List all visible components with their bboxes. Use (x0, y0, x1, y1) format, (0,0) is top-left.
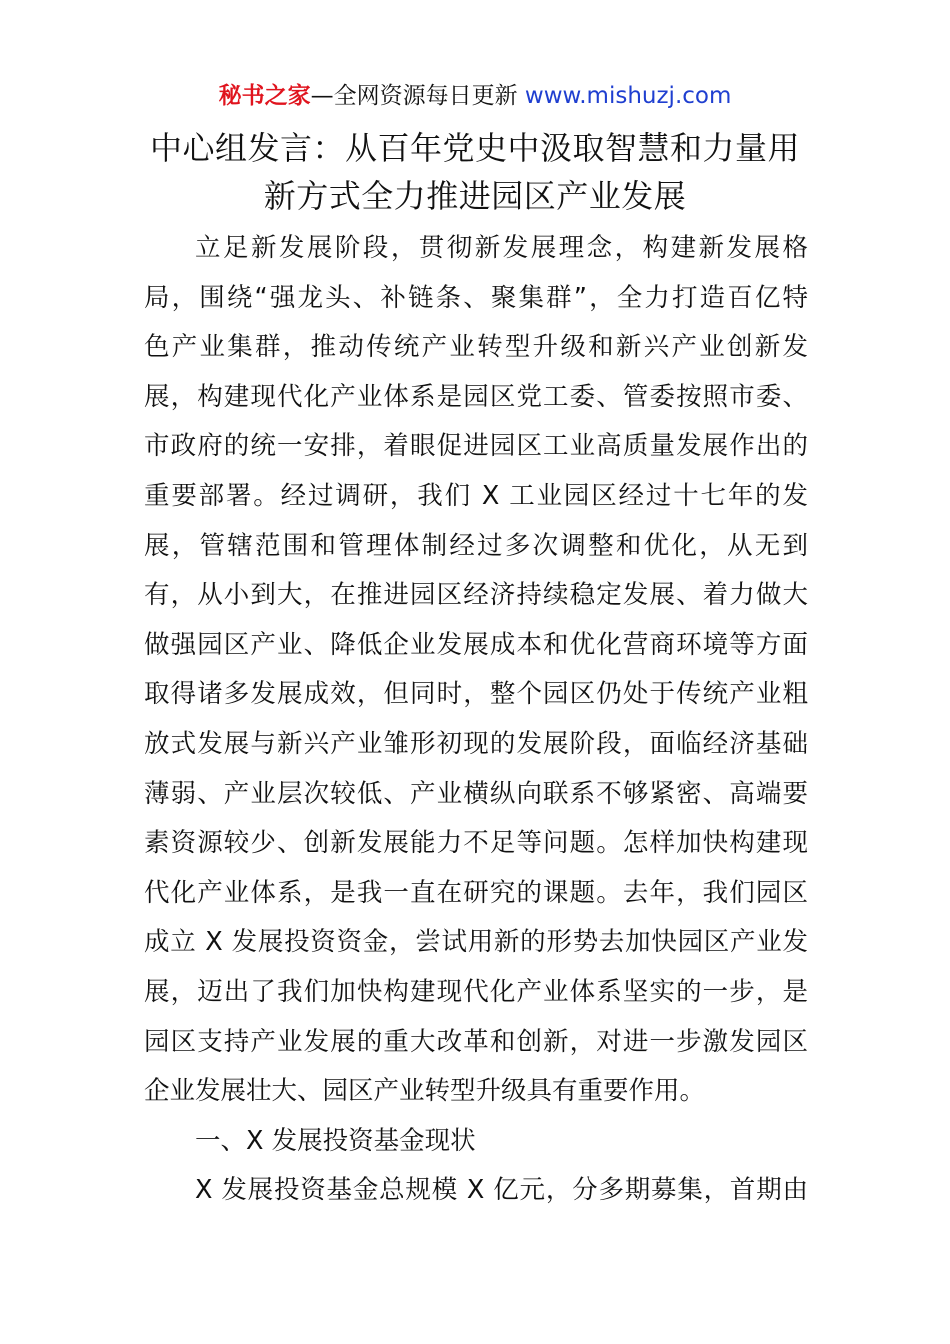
paragraph-line: 重要部署。经过调研，我们 X 工业园区经过十七年的发 (144, 480, 808, 511)
paragraph-line: 取得诸多发展成效，但同时，整个园区仍处于传统产业粗 (144, 679, 808, 710)
paragraph-line: 立足新发展阶段，贯彻新发展理念，构建新发展格 (195, 233, 808, 263)
paragraph-1 (144, 224, 808, 1117)
site-brand: 秘书之家 (218, 83, 311, 109)
paragraph-line: X 发展投资基金总规模 X 亿元，分多期募集，首期由 (195, 1175, 808, 1206)
site-tagline: —全网资源每日更新 (310, 83, 518, 109)
paragraph-line: 代化产业体系，是我一直在研究的课题。去年，我们园区 (144, 877, 808, 908)
paragraph-line: 做强园区产业、降低企业发展成本和优化营商环境等方面 (144, 629, 808, 660)
paragraph-line: 展，管辖范围和管理体制经过多次调整和优化，从无到 (144, 530, 808, 561)
document-title-line-1: 中心组发言：从百年党史中汲取智慧和力量用 (149, 129, 800, 167)
section-heading-1: 一、X 发展投资基金现状 (195, 1125, 476, 1156)
site-banner (0, 80, 950, 112)
paragraph-line: 展，迈出了我们加快构建现代化产业体系坚实的一步，是 (144, 976, 808, 1007)
paragraph-2 (144, 1166, 808, 1216)
paragraph-line: 局，围绕“强龙头、补链条、聚集群”，全力打造百亿特 (144, 282, 808, 313)
document-body (144, 224, 808, 1216)
paragraph-line: 薄弱、产业层次较低、产业横纵向联系不够紧密、高端要 (144, 778, 808, 809)
paragraph-line: 市政府的统一安排，着眼促进园区工业高质量发展作出的 (144, 431, 808, 462)
paragraph-line: 有，从小到大，在推进园区经济持续稳定发展、着力做大 (144, 580, 808, 611)
paragraph-line: 企业发展壮大、园区产业转型升级具有重要作用。 (144, 1076, 706, 1107)
site-url-link[interactable]: www.mishuzj.com (524, 83, 732, 109)
paragraph-line: 展，构建现代化产业体系是园区党工委、管委按照市委、 (144, 381, 808, 412)
paragraph-line: 放式发展与新兴产业雏形初现的发展阶段，面临经济基础 (144, 728, 808, 759)
paragraph-line: 色产业集群，推动传统产业转型升级和新兴产业创新发 (144, 332, 808, 363)
paragraph-line: 园区支持产业发展的重大改革和创新，对进一步激发园区 (144, 1026, 808, 1057)
paragraph-line: 成立 X 发展投资资金，尝试用新的形势去加快园区产业发 (144, 927, 808, 958)
document-title-line-2: 新方式全力推进园区产业发展 (263, 177, 687, 215)
paragraph-line: 素资源较少、创新发展能力不足等问题。怎样加快构建现 (144, 828, 808, 859)
document-title (100, 124, 850, 220)
